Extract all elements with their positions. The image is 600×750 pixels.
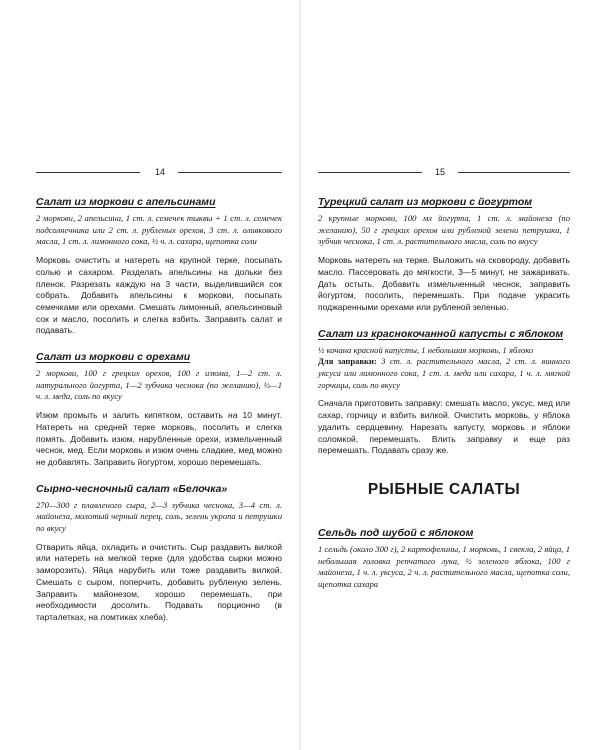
recipe-ingredients: 2 моркови, 2 апельсина, 1 ст. л. семечек тыквы + 1 ст. л. семечек подсолнечника или 2 ст. л. рубленых орехов, 3 ст. л. оливкового масла, 1 ст. л. лимонного сока, ½ ч. л. сахара, щепотка соли <box>36 213 282 247</box>
recipe-method: Сначала приготовить заправку: смешать масло, уксус, мед или сахар, горчицу и взбить вилкой. Очистить морковь, у яблока удалить сердцевину. Нарезать капусту, морковь и яблоки соломкой, перемешать. Влить заправку и еще раз перемешать. Подавать сразу же. <box>318 398 570 456</box>
recipe-red-cabbage <box>318 328 570 457</box>
page-header-left <box>36 166 282 178</box>
dressing-label: Для заправки: <box>318 356 377 367</box>
recipe-herring-apple <box>318 527 570 591</box>
recipe-turkish-carrot <box>318 196 570 314</box>
recipe-title: Салат из моркови с апельсинами <box>36 196 216 208</box>
header-rule-left <box>318 172 422 173</box>
page-number: 15 <box>434 167 445 177</box>
recipe-title: Салат из краснокочанной капусты с яблоком <box>318 327 564 340</box>
recipe-carrot-orange <box>36 196 282 337</box>
header-rule-right <box>458 172 570 173</box>
recipe-ingredients: 2 крупные моркови, 100 мл йогурта, 1 ст. л. майонеза (по желанию), 50 г грецких орехов или рубленой зелени петрушки, 1 зубчик чеснока, 1 ст. л. растительного масла, соль по вкусу <box>318 213 570 247</box>
recipe-ingredients: ½ кочана красной капусты, 1 небольшая морковь, 1 яблоко <box>318 344 534 355</box>
recipe-title: Турецкий салат из моркови с йогуртом <box>318 196 533 208</box>
recipe-method: Изюм промыть и залить кипятком, оставить на 10 минут. Натереть на средней терке морковь, посолить и слегка помять. Добавить изюм, нарубленные орехи, измельченный чеснок, мед. Если морковь и изюм очень сладкие, мед можно не добавлять. Заправить йогуртом, хорошо перемешать. <box>36 410 282 467</box>
recipe-ingredients: 270—300 г плавленого сыра, 2—3 зубчика чеснока, 3—4 ст. л. майонеза, молотый черный перец, соль, зелень укропа и петрушки по вкусу <box>36 499 282 534</box>
recipe-cheese-garlic <box>36 483 282 624</box>
recipe-method: Морковь очистить и натереть на крупной терке, посыпать солью и сахаром. Разделать апельсины на дольки без пленок. Разрезать каждую на 3 части, выделившийся сок собрать. Добавить апельсины к моркови, посыпать семечками или орехами. Смешать лимонный, апельсиновый сок и масло, посолить и слегка взбить. Заправить салат и подавать. <box>36 255 282 336</box>
recipe-title: Салат из моркови с орехами <box>36 351 191 364</box>
page-number: 14 <box>154 167 165 177</box>
recipe-title: Сырно-чесночный салат «Белочка» <box>36 482 228 495</box>
recipe-carrot-nuts <box>36 351 282 469</box>
section-heading: РЫБНЫЕ САЛАТЫ <box>367 480 521 498</box>
recipe-method: Морковь натереть на терке. Выложить на сковороду, добавить масло. Пассеровать до мягкости, 3—5 минут, не зажаривать. Дать остыть. Добавить измельченный чеснок, заправить йогуртом, посолить, перемешать. При подаче украсить поджаренными орехами или рубленой зеленью. <box>318 255 570 312</box>
recipe-ingredients: 1 сельдь (около 300 г), 2 картофелины, 1 морковь, 1 свекла, 2 яйца, 1 небольшая головка репчатого лука, ½ зеленого яблока, 100 г майонеза, 1 ч. л. уксуса, 2 ч. л. растительного масла, щепотка соли, щепотка сахара <box>318 543 570 590</box>
page-header-right <box>318 166 570 178</box>
recipe-method: Отварить яйца, охладить и очистить. Сыр раздавить вилкой или натереть на мелкой терке (для удобства сырки можно заморозить). Яйца нарубить или тоже раздавить вилкой. Смешать с сыром, поперчить, добавить рубленую зелень. Заправить майонезом, хорошо перемешать, при необходимости досолить. Подавать порционно (в тарталетках, на ломтиках хлеба). <box>36 541 282 622</box>
recipe-ingredients-block <box>318 345 570 392</box>
header-rule-right <box>178 172 282 173</box>
dressing-ingredients: 3 ст. л. растительного масла, 2 ст. л. винного уксуса или лимонного сока, 1 ст. л. меда или сахара, 1 ч. л. мягкой горчицы, соль по вкусу <box>318 356 571 390</box>
header-rule-left <box>36 172 140 173</box>
right-page <box>300 0 600 750</box>
recipe-title: Сельдь под шубой с яблоком <box>318 526 474 539</box>
recipe-ingredients: 2 моркови, 100 г грецких орехов, 100 г изюма, 1—2 ст. л. натурального йогурта, 1—2 зубчика чеснока (по желанию), ½—1 ч. л. меда, соль по вкусу <box>36 368 282 402</box>
